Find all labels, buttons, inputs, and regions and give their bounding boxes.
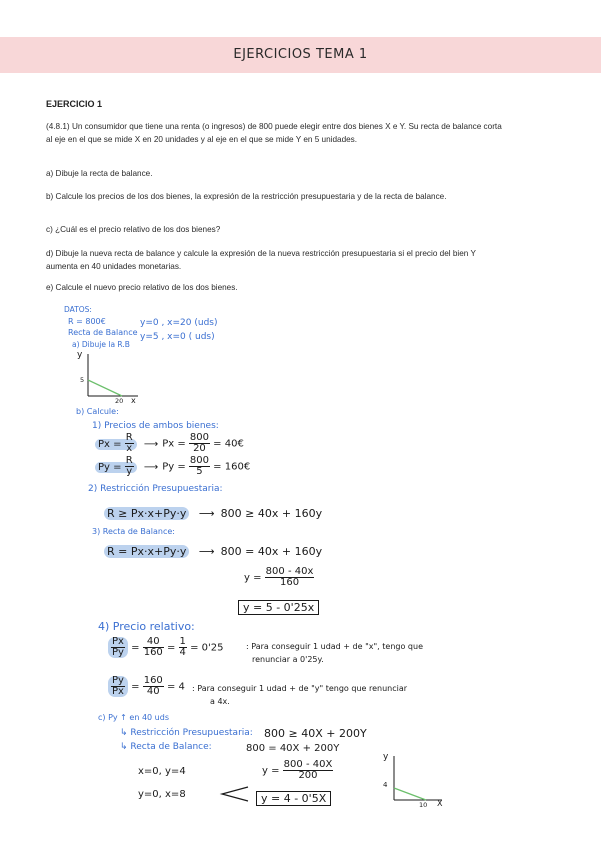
exercise-title: EJERCICIO 1 [46, 99, 103, 109]
graph2-y-tick: 4 [383, 781, 388, 789]
price-x-equation: Px = $\frac{R}{x}$ ⟶ Px = $\frac{800}{20}$ = 40€ [95, 433, 244, 454]
price-x-highlight: Px = $\frac{R}{x}$ [95, 439, 137, 450]
price-y-result: = 160€ [213, 461, 251, 473]
rel1-s-num: 1 [179, 636, 186, 647]
new-constraint-label: ↳ Restricción Presupuestaria: [120, 728, 253, 738]
page-title: EJERCICIOS TEMA 1 [233, 47, 368, 62]
header-banner [0, 37, 601, 73]
y-expression-num: 800 - 40x [265, 566, 314, 577]
graph1-x-label: x [131, 396, 136, 405]
rel1-simplified [179, 637, 187, 658]
part-b3-label: 3) Recta de Balance: [92, 527, 175, 536]
relative-price-1-ratio [108, 637, 128, 658]
y-final-boxed: y = 5 - 0'25x [238, 600, 319, 615]
part-b1-label: 1) Precios de ambos bienes: [92, 421, 219, 431]
question-b: b) Calcule los precios de los dos bienes, la expresión de la restricción presupuestaria y de la recta de balance. [46, 192, 447, 201]
budget-line-result: 800 = 40x + 160y [220, 545, 323, 558]
new-y-lhs: y = [262, 765, 280, 777]
budget-constraint-formula: R ≥ Px·x+Py·y ⟶ 800 ≥ 40x + 160y [104, 507, 322, 520]
relative-price-1: $\frac{Px}{Py}$ = $\frac{40}{160}$ = $\frac{1}{4}$ = 0'25 [108, 637, 224, 658]
graph1-x-tick: 20 [115, 397, 124, 405]
recta-label: Recta de Balance [68, 328, 138, 337]
new-budget-line-value: 800 = 40X + 200Y [246, 743, 340, 754]
bracket-arrow-line [222, 787, 248, 801]
price-x-den: 20 [193, 443, 206, 454]
rel2-den: Px [112, 686, 124, 697]
point-b: y=0, x=8 [138, 789, 186, 800]
new-budget-line-label: ↳ Recta de Balance: [120, 742, 212, 752]
price-x-num: 800 [189, 432, 209, 443]
question-e: e) Calcule el nuevo precio relativo de los dos bienes. [46, 283, 238, 292]
relative-price-2-ratio [108, 676, 128, 697]
rel2-result: = 4 [166, 681, 185, 693]
y-expression-lhs: y = [244, 572, 262, 584]
graph1-y-tick: 5 [80, 376, 85, 384]
budget-line-graph-1 [78, 350, 148, 408]
price-x-def-num: R [125, 432, 133, 443]
part-c-label: 4) Precio relativo: [98, 620, 195, 633]
new-y-expression [262, 760, 333, 781]
new-y-num: 800 - 40X [283, 759, 333, 770]
y-expression [244, 567, 314, 588]
rel2-values [143, 676, 164, 697]
price-x-definition [125, 433, 134, 454]
price-y-lhs: Py [98, 461, 110, 473]
new-constraint-value: 800 ≥ 40X + 200Y [264, 727, 367, 740]
point-a: x=0, y=4 [138, 766, 186, 777]
price-x-result: = 40€ [213, 438, 244, 450]
price-y-result-lhs: Py [162, 461, 175, 473]
relative-price-2: $\frac{Py}{Px}$ = $\frac{160}{40}$ = 4 [108, 676, 185, 697]
graph1-budget-line [88, 380, 122, 396]
rel2-v-den: 40 [146, 686, 160, 697]
rel1-den: Py [112, 647, 124, 658]
new-y-final-boxed: y = 4 - 0'5X [256, 791, 331, 806]
price-x-result-lhs: Px [162, 438, 175, 450]
y-expression-fraction [265, 567, 315, 588]
part-b-label: b) Calcule: [76, 407, 119, 416]
budget-constraint-highlight: R ≥ Px·x+Py·y [104, 507, 189, 520]
question-c: c) ¿Cuál es el precio relativo de los dos bienes? [46, 225, 221, 234]
budget-line-highlight: R = Px·x+Py·y [104, 545, 189, 558]
rel2-v-num: 160 [143, 675, 163, 686]
question-a: a) Dibuje la recta de balance. [46, 169, 153, 178]
price-y-den: 5 [196, 466, 203, 477]
point-2: y=5 , x=0 ( uds) [140, 332, 215, 342]
renta-value: R = 800€ [68, 317, 106, 326]
price-y-fraction [189, 456, 210, 477]
price-x-fraction [189, 433, 210, 454]
price-y-def-num: R [125, 455, 133, 466]
datos-label: DATOS: [64, 305, 92, 314]
part-b2-label: 2) Restricción Presupuestaria: [88, 484, 223, 494]
rel1-v-den: 160 [143, 647, 163, 658]
rel1-result: = 0'25 [190, 642, 224, 654]
graph1-y-label: y [77, 350, 83, 360]
price-y-equation: Py = $\frac{R}{y}$ ⟶ Py = $\frac{800}{5}$ = 160€ [95, 456, 250, 477]
part-d-label: c) Py ↑ en 40 uds [98, 713, 169, 722]
graph2-y-label: y [383, 752, 389, 762]
rel2-num: Py [112, 675, 124, 686]
exercise-statement: (4.8.1) Un consumidor que tiene una renta (o ingresos) de 800 puede elegir entre dos bienes X e Y. Su recta de balance corta al eje en el que se mide X en 20 unidades y al eje en el que se mide Y en 5 unidades. [46, 122, 502, 144]
price-y-def-den: y [126, 466, 133, 477]
price-y-num: 800 [189, 455, 209, 466]
rel1-num: Px [112, 636, 124, 647]
budget-constraint-result: 800 ≥ 40x + 160y [220, 507, 323, 520]
point-1: y=0 , x=20 (uds) [140, 318, 218, 328]
new-y-fraction [283, 760, 334, 781]
budget-line-formula: R = Px·x+Py·y ⟶ 800 = 40x + 160y [104, 545, 322, 558]
question-d: d) Dibuje la nueva recta de balance y calcule la expresión de la nueva restricción presupuestaria si el precio del bien Y aumenta en 40 unidades monetarias. [46, 249, 476, 271]
y-expression-den: 160 [279, 577, 300, 588]
rel1-s-den: 4 [179, 647, 186, 658]
rel1-explanation-2: renunciar a 0'25y. [252, 655, 324, 664]
rel1-v-num: 40 [143, 637, 164, 648]
rel2-explanation-2: a 4x. [210, 697, 230, 706]
price-y-definition [125, 456, 134, 477]
graph2-x-label: X [437, 799, 443, 808]
part-a-label: a) Dibuje la R.B [72, 340, 130, 349]
rel2-explanation-1: : Para conseguir 1 udad + de "y" tengo que renunciar [192, 684, 408, 693]
price-x-lhs: Px [98, 438, 110, 450]
price-y-highlight: Py = $\frac{R}{y}$ [95, 462, 137, 473]
bracket-arrow [218, 784, 252, 804]
graph2-x-tick: 10 [419, 801, 428, 809]
price-x-def-den: x [126, 443, 133, 454]
rel1-explanation-1: : Para conseguir 1 udad + de "x", tengo que [246, 642, 423, 651]
new-y-den: 200 [298, 770, 318, 781]
rel1-values [143, 637, 164, 658]
graph2-budget-line [394, 788, 426, 800]
